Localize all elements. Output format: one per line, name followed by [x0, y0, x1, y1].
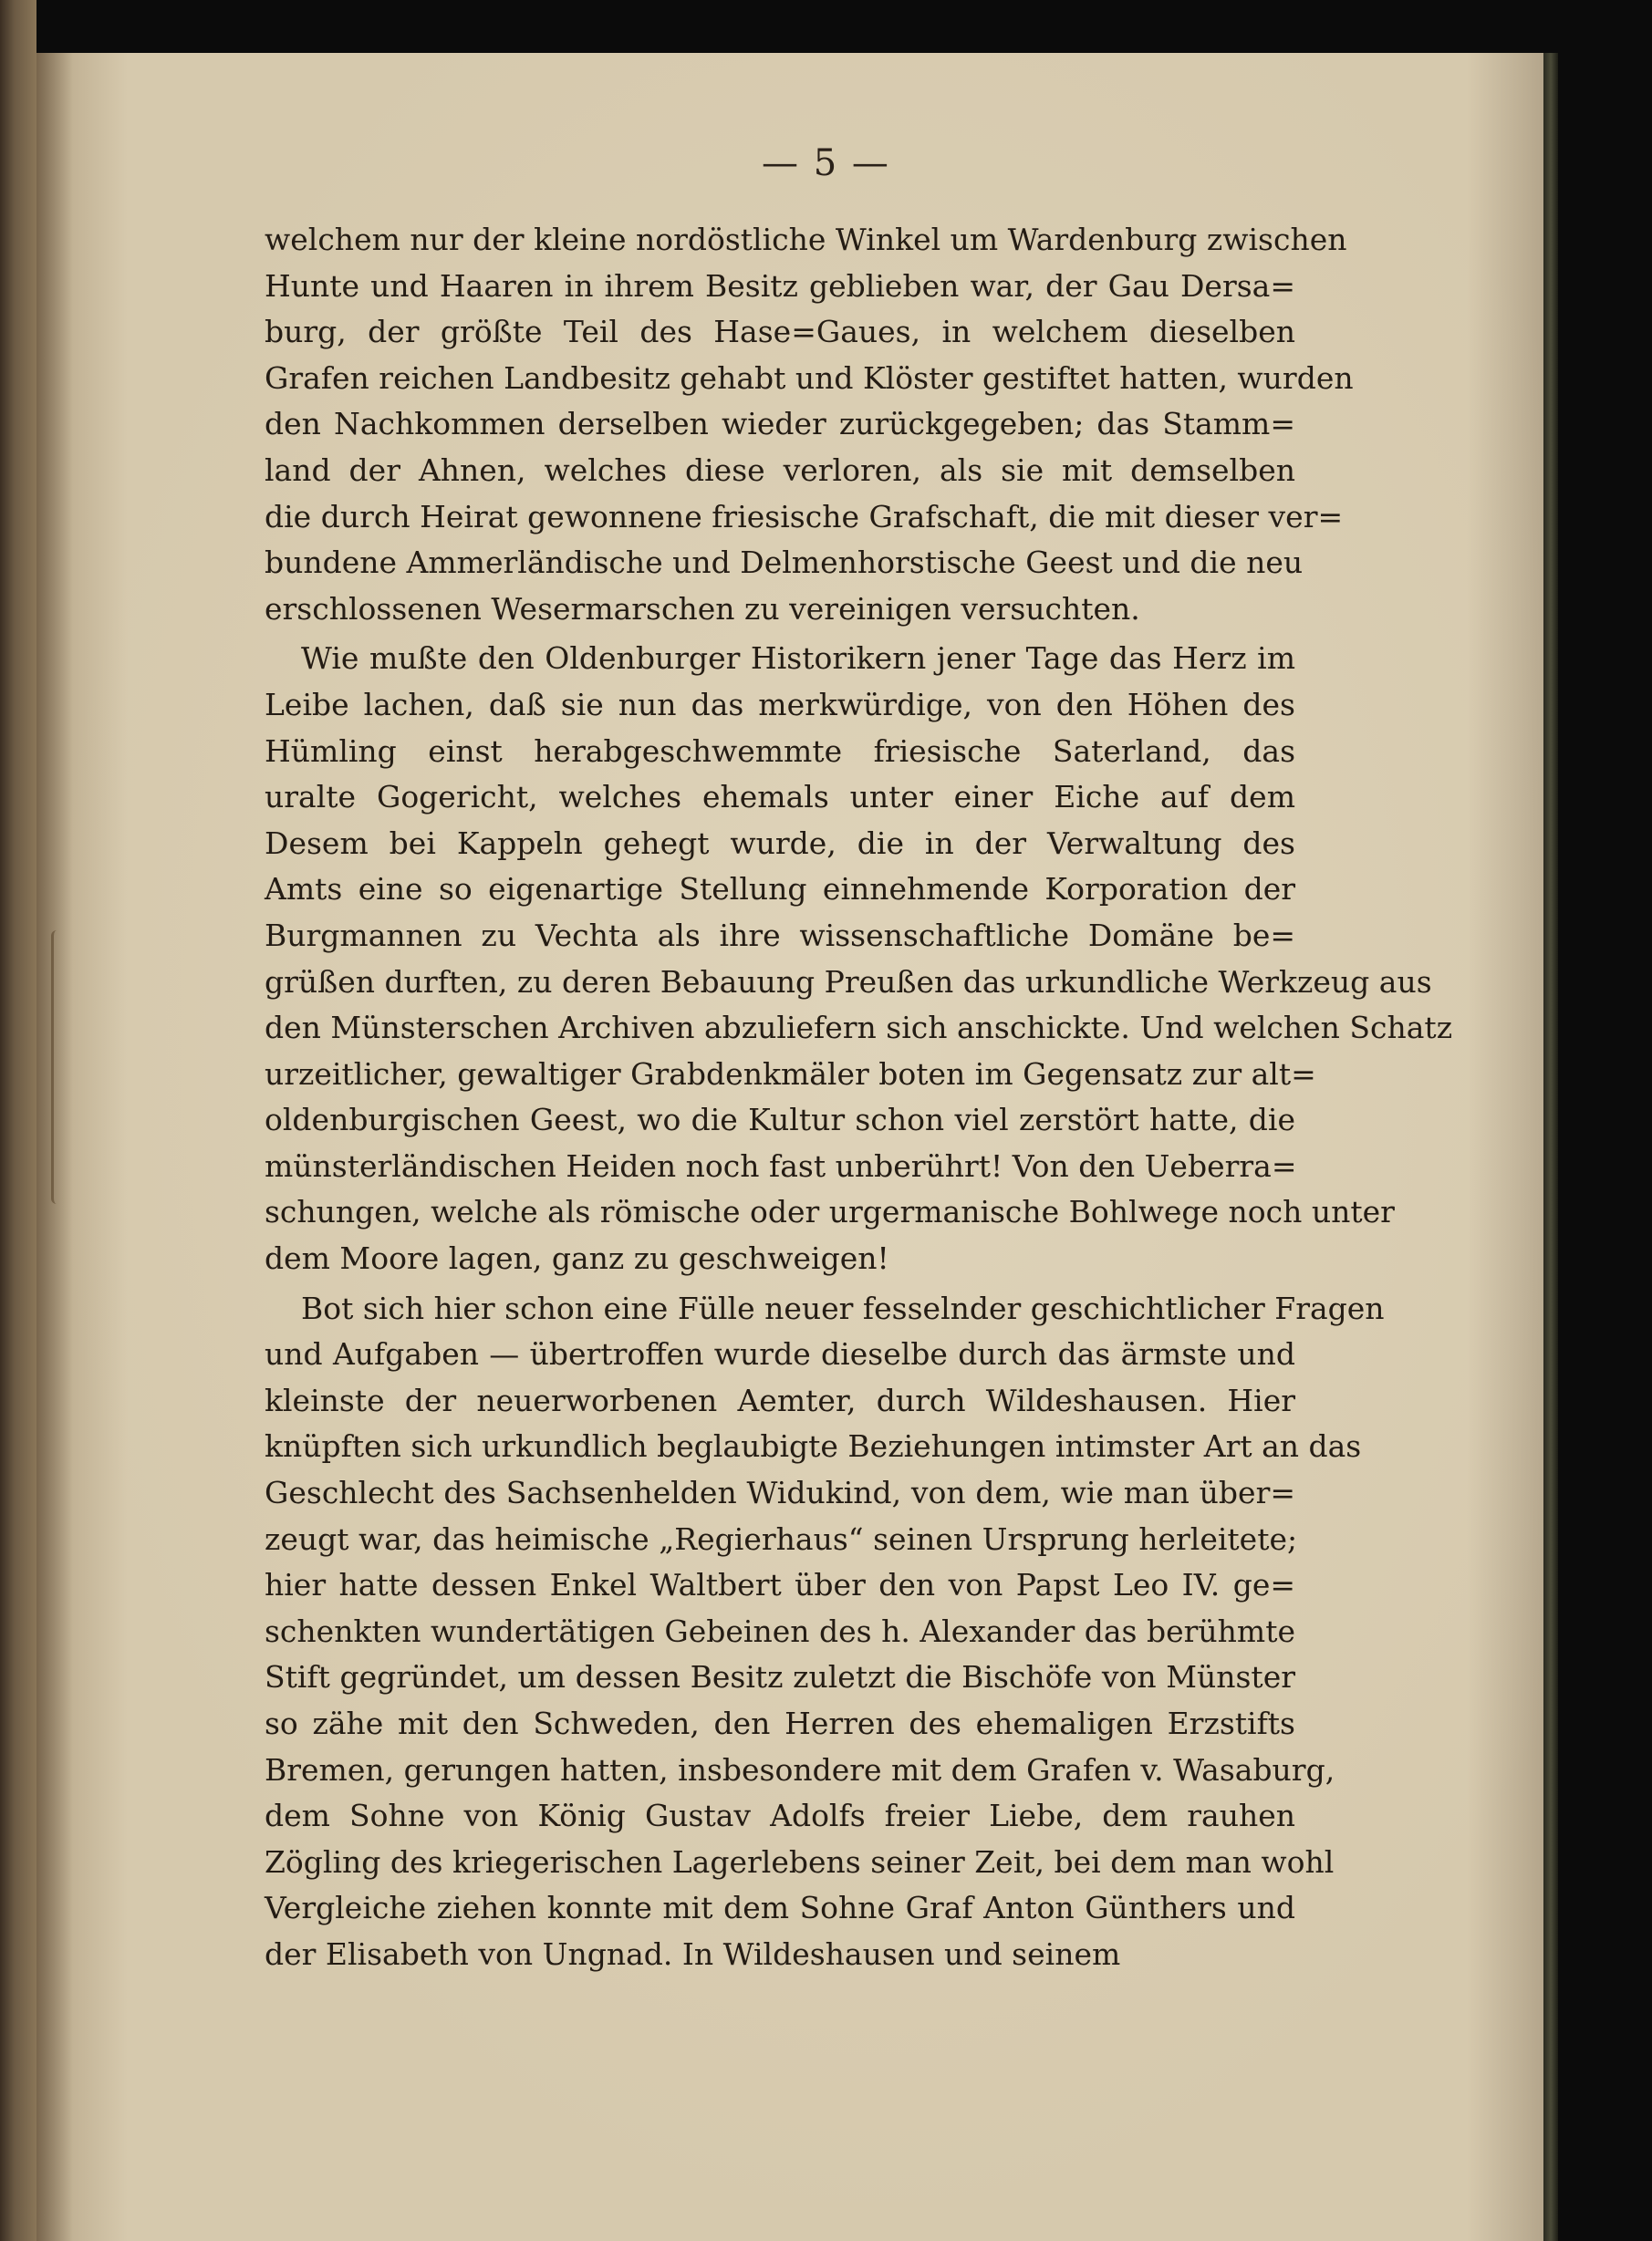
text-line: Hümling einst herabgeschwemmte friesische Saterland, das	[265, 732, 1295, 769]
paragraph	[265, 217, 1354, 632]
text-line: dem Sohne von König Gustav Adolfs freier Liebe, dem rauhen	[265, 1798, 1295, 1834]
text-line: grüßen durften, zu deren Bebauung Preußen das urkundliche Werkzeug aus	[265, 963, 1432, 1000]
page-number: — 5 —	[762, 142, 890, 184]
text-line: Wie mußte den Oldenburger Historikern jener Tage das Herz im	[301, 640, 1295, 677]
text-line: land der Ahnen, welches diese verloren, als sie mit demselben	[265, 451, 1295, 488]
book-cover-edge	[1543, 53, 1558, 2241]
text-line: Bremen, gerungen hatten, insbesondere mit dem Grafen v. Wasaburg,	[265, 1751, 1335, 1788]
text-line: Stift gegründet, um dessen Besitz zuletzt die Bischöfe von Münster	[265, 1659, 1295, 1696]
text-line: welchem nur der kleine nordöstliche Winkel um Wardenburg zwischen	[265, 222, 1347, 257]
text-line: den Nachkommen derselben wieder zurückgegeben; das Stamm=	[265, 406, 1295, 442]
text-line: hier hatte dessen Enkel Waltbert über den von Papst Leo IV. ge=	[265, 1567, 1295, 1603]
text-line: Geschlecht des Sachsenhelden Widukind, von dem, wie man über=	[265, 1475, 1295, 1511]
text-line: den Münsterschen Archiven abzuliefern sich anschickte. Und welchen Schatz	[265, 1010, 1453, 1046]
text-line: schenkten wundertätigen Gebeinen des h. Alexander das berühmte	[265, 1613, 1295, 1649]
binding-thread	[51, 930, 63, 1204]
text-line: urzeitlicher, gewaltiger Grabdenkmäler boten im Gegensatz zur alt=	[265, 1055, 1316, 1092]
text-line: erschlossenen Wesermarschen zu vereinigen versuchten.	[265, 590, 1140, 627]
text-line: kleinste der neuerworbenen Aemter, durch Wildeshausen. Hier	[265, 1382, 1295, 1418]
text-line: uralte Gogericht, welches ehemals unter einer Eiche auf dem	[265, 779, 1295, 815]
text-line: Desem bei Kappeln gehegt wurde, die in der Verwaltung des	[265, 825, 1295, 861]
text-line: Grafen reichen Landbesitz gehabt und Klöster gestiftet hatten, wurden	[265, 359, 1354, 396]
text-line: schungen, welche als römische oder urgermanische Bohlwege noch unter	[265, 1194, 1395, 1230]
paragraph	[265, 636, 1453, 1281]
text-line: Vergleiche ziehen konnte mit dem Sohne Graf Anton Günthers und	[265, 1890, 1295, 1926]
text-line: zeugt war, das heimische „Regierhaus“ seinen Ursprung herleitete;	[265, 1520, 1298, 1557]
text-line: münsterländischen Heiden noch fast unberührt! Von den Ueberra=	[265, 1147, 1297, 1184]
text-line: Bot sich hier schon eine Fülle neuer fesselnder geschichtlicher Fragen	[301, 1290, 1385, 1326]
text-line: Burgmannen zu Vechta als ihre wissenschaftliche Domäne be=	[265, 917, 1295, 953]
text-line: Leibe lachen, daß sie nun das merkwürdige, von den Höhen des	[265, 686, 1295, 722]
left-page-edge	[0, 0, 36, 2241]
body-text	[265, 217, 1453, 1978]
text-line: dem Moore lagen, ganz zu geschweigen!	[265, 1240, 889, 1277]
text-line: oldenburgischen Geest, wo die Kultur schon viel zerstört hatte, die	[265, 1102, 1295, 1138]
text-line: der Elisabeth von Ungnad. In Wildeshausen und seinem	[265, 1935, 1121, 1972]
text-line: so zähe mit den Schweden, den Herren des ehemaligen Erzstifts	[265, 1706, 1295, 1741]
text-line: knüpften sich urkundlich beglaubigte Beziehungen intimster Art an das	[265, 1428, 1362, 1465]
text-line: Amts eine so eigenartige Stellung einnehmende Korporation der	[265, 871, 1295, 908]
text-line: die durch Heirat gewonnene friesische Grafschaft, die mit dieser ver=	[265, 498, 1344, 534]
text-line: und Aufgaben — übertroffen wurde dieselbe durch das ärmste und	[265, 1336, 1295, 1373]
text-line: Hunte und Haaren in ihrem Besitz geblieben war, der Gau Dersa=	[265, 267, 1295, 304]
text-line: burg, der größte Teil des Hase=Gaues, in welchem dieselben	[265, 314, 1295, 350]
text-line: bundene Ammerländische und Delmenhorstische Geest und die neu	[265, 545, 1304, 581]
paragraph	[265, 1286, 1385, 1978]
text-line: Zögling des kriegerischen Lagerlebens seiner Zeit, bei dem man wohl	[265, 1843, 1335, 1880]
